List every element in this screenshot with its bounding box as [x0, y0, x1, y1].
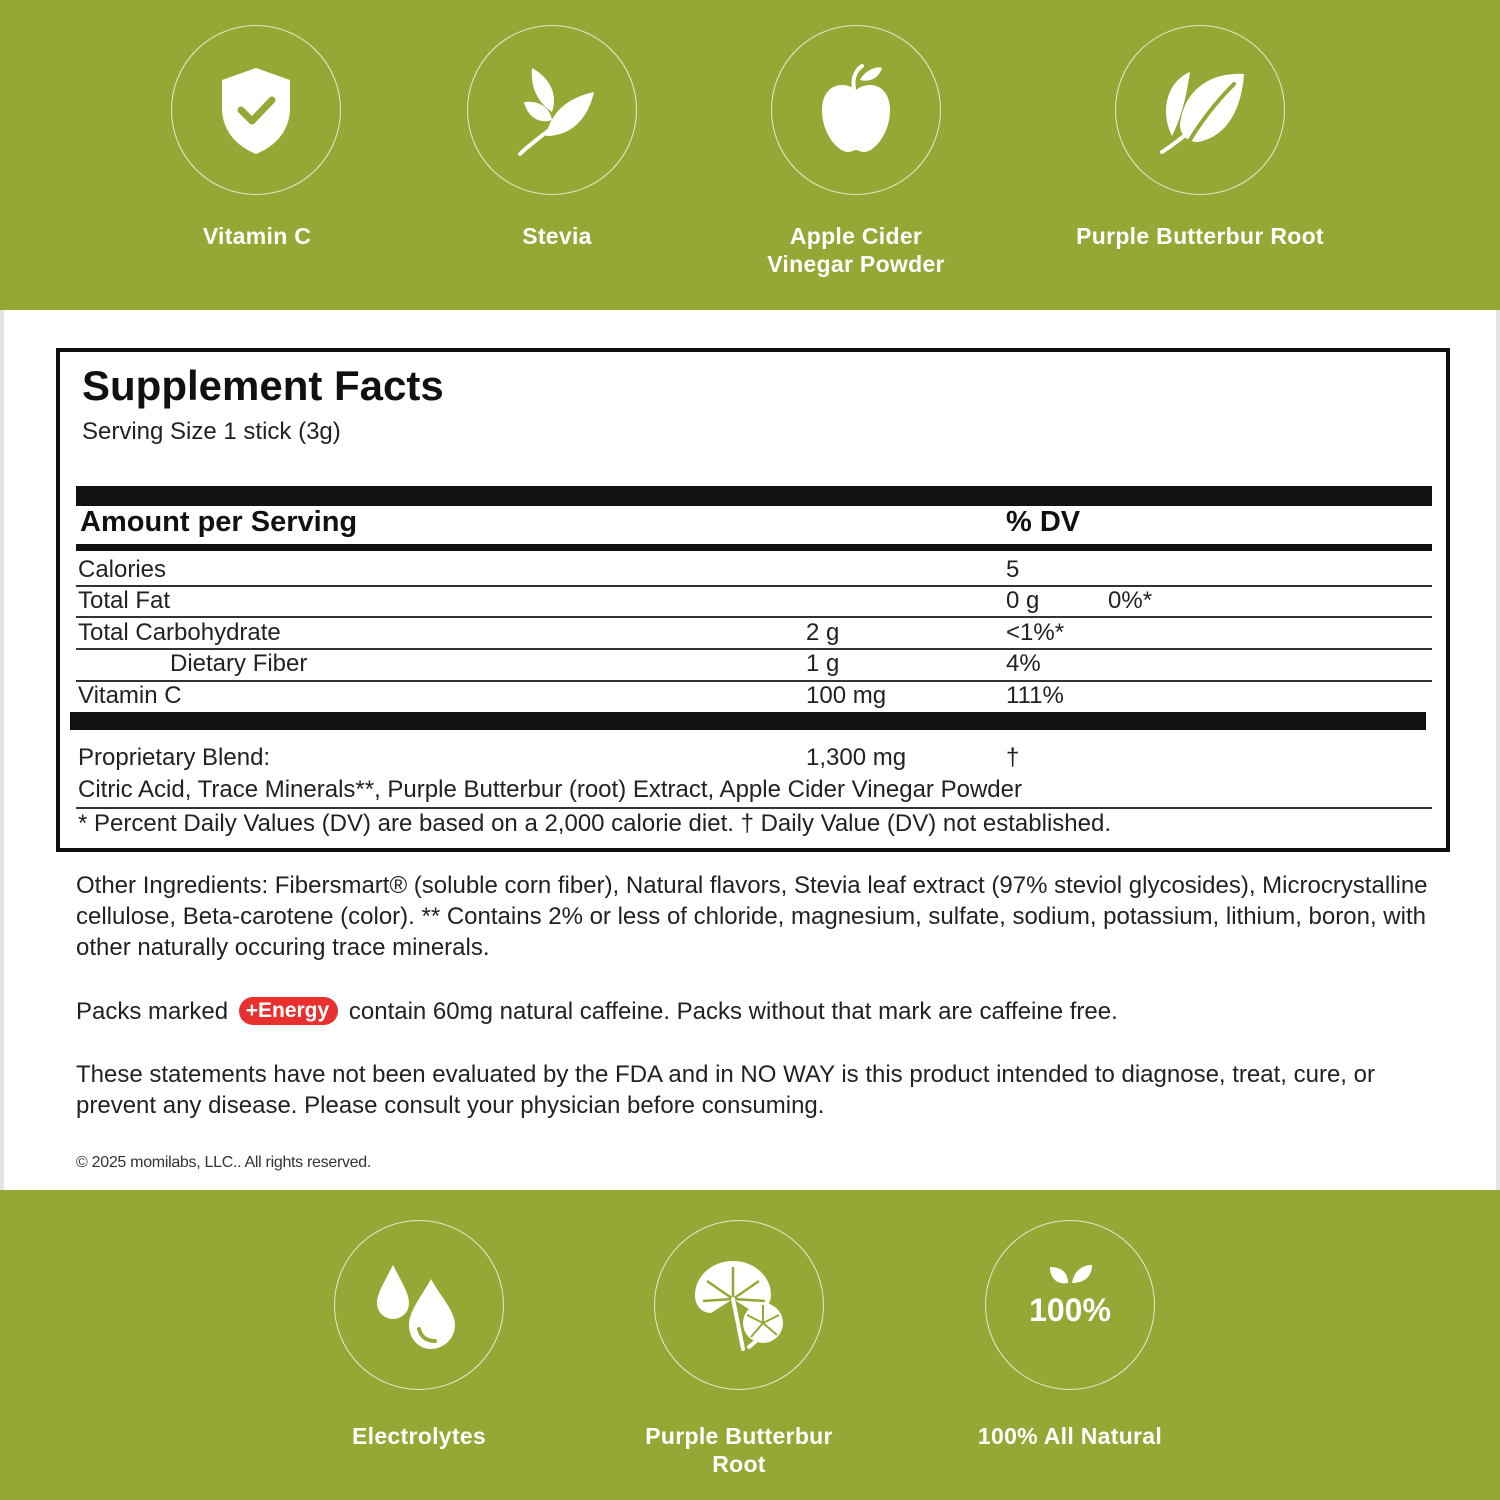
icon-100-text: 100% [1029, 1292, 1111, 1328]
shield-check-icon [206, 60, 306, 160]
supplement-facts-panel [56, 348, 1450, 852]
bottom-feature-band [0, 1190, 1500, 1500]
row-dv-calories: 5 [1006, 556, 1020, 583]
header-percent-dv: % DV [1006, 506, 1081, 538]
feature-vitamin-c [171, 25, 341, 195]
row-amount-total-carbohydrate: 2 g [806, 619, 840, 646]
other-ingredients: Other Ingredients: Fibersmart® (soluble corn fiber), Natural flavors, Stevia leaf extract (97% steviol glycosides), Microcrystalline cellulose, Beta-carotene (color). ** Contains 2% or less of chloride, magnesium, sulfate, sodium, potassium, lithium, boron, with other naturally occuring trace minerals. [76, 872, 1428, 961]
feature-stevia [467, 25, 637, 195]
feature-label-line2: Root [712, 1451, 766, 1477]
footnote-rule [76, 807, 1432, 809]
feature-apple-cider-vinegar [771, 25, 941, 195]
row-rule [76, 680, 1432, 682]
feature-label-line1: Apple Cider [789, 223, 923, 249]
energy-badge-plus: + [245, 999, 258, 1022]
butterbur-plant-icon [689, 1255, 789, 1355]
leaf-icon [1150, 60, 1250, 160]
serving-size: Serving Size 1 stick (3g) [82, 418, 341, 445]
header-divider [76, 544, 1432, 551]
feature-label-stevia: Stevia [522, 223, 592, 249]
facts-title: Supplement Facts [82, 362, 444, 409]
energy-note [76, 996, 1456, 1027]
energy-note-before: Packs marked [76, 998, 229, 1025]
energy-note-after: contain 60mg natural caffeine. Packs without that mark are caffeine free. [348, 998, 1118, 1025]
stevia-leaves-icon [502, 60, 602, 160]
proprietary-blend-dv: † [1006, 744, 1020, 771]
water-drops-icon [369, 1255, 469, 1355]
thick-divider [76, 486, 1432, 506]
row-dv-total-carbohydrate: <1%* [1006, 619, 1065, 646]
row-name-total-fat: Total Fat [78, 587, 171, 614]
apple-icon [806, 60, 906, 160]
copyright: © 2025 momilabs, LLC.. All rights reserved. [76, 1154, 372, 1171]
feature-label-vitamin-c: Vitamin C [202, 223, 312, 249]
fda-disclaimer: These statements have not been evaluated by the FDA and in NO WAY is this product intended to diagnose, treat, cure, or prevent any disease. Please consult your physician before consuming. [76, 1061, 1375, 1119]
row-name-dietary-fiber: Dietary Fiber [170, 650, 308, 677]
row-rule [76, 616, 1432, 618]
feature-electrolytes [334, 1220, 504, 1390]
proprietary-blend-ingredients: Citric Acid, Trace Minerals**, Purple Butterbur (root) Extract, Apple Cider Vinegar Powder [78, 776, 1022, 803]
row-rule [76, 585, 1432, 587]
proprietary-blend-label: Proprietary Blend: [78, 744, 271, 771]
all-natural-100-icon [1020, 1255, 1120, 1355]
energy-badge-label: Energy [258, 999, 330, 1022]
feature-purple-butterbur-root [1115, 25, 1285, 195]
feature-label-purple-butterbur [614, 1422, 864, 1478]
feature-label-line1: Purple Butterbur [645, 1423, 833, 1449]
header-amount-per-serving: Amount per Serving [80, 506, 358, 538]
row-dv-total-fat: 0 g [1006, 587, 1040, 614]
feature-all-natural [985, 1220, 1155, 1390]
feature-label-purple-butterbur-root: Purple Butterbur Root [1076, 223, 1324, 249]
row-name-vitamin-c: Vitamin C [78, 682, 182, 709]
row-dv2-total-fat: 0%* [1108, 587, 1153, 614]
row-name-total-carbohydrate: Total Carbohydrate [78, 619, 281, 646]
energy-badge [239, 997, 338, 1025]
top-feature-band [0, 0, 1500, 310]
feature-label-electrolytes: Electrolytes [352, 1423, 486, 1449]
dv-footnote: * Percent Daily Values (DV) are based on a 2,000 calorie diet. † Daily Value (DV) not established. [78, 810, 1111, 837]
row-amount-dietary-fiber: 1 g [806, 650, 840, 677]
feature-label-all-natural: 100% All Natural [977, 1423, 1163, 1449]
proprietary-blend-amount: 1,300 mg [806, 744, 907, 771]
row-dv-vitamin-c: 111% [1006, 682, 1064, 709]
row-name-calories: Calories [78, 556, 167, 583]
feature-label-line2: Vinegar Powder [767, 251, 945, 277]
thick-divider [70, 712, 1426, 730]
row-dv-dietary-fiber: 4% [1006, 650, 1041, 677]
row-amount-vitamin-c: 100 mg [806, 682, 887, 709]
feature-purple-butterbur [654, 1220, 824, 1390]
feature-label-apple-cider-vinegar [736, 222, 976, 278]
